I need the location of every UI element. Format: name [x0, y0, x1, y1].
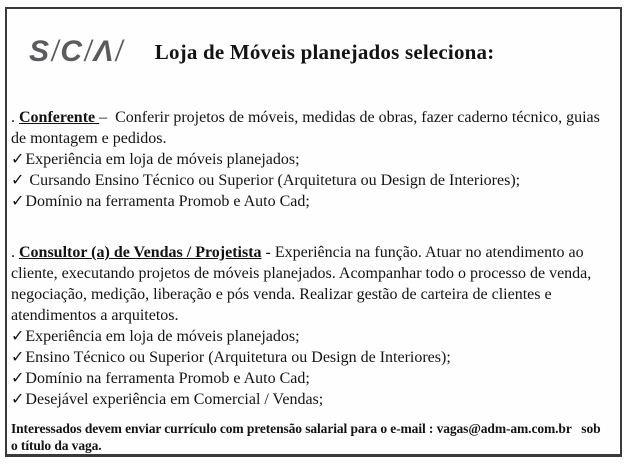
job-description: – Conferir projetos de móveis, medidas de obras, fazer caderno técnico, guias de montagem e pedidos.	[11, 109, 604, 147]
logo-slash-icon: /	[84, 35, 92, 68]
job-heading-prefix: .	[11, 109, 19, 126]
requirement-item	[11, 347, 608, 368]
job-section-conferente	[11, 107, 608, 212]
requirement-text: Experiência em loja de móveis planejados;	[25, 328, 300, 345]
requirement-item	[11, 191, 608, 212]
job-heading	[11, 107, 608, 149]
logo-letter-a: Λ	[93, 35, 114, 68]
document-body	[7, 107, 620, 454]
logo-slash-icon: /	[115, 35, 123, 68]
requirement-item	[11, 389, 608, 410]
checkmark-icon: ✓	[11, 193, 25, 210]
checkmark-icon: ✓	[11, 370, 25, 387]
sca-logo	[29, 35, 125, 69]
requirement-item	[11, 149, 608, 170]
requirement-item	[11, 326, 608, 347]
requirement-item	[11, 170, 608, 191]
job-heading	[11, 242, 608, 326]
checkmark-icon: ✓	[11, 172, 25, 189]
requirements-list	[11, 326, 608, 410]
job-posting-document	[5, 7, 622, 457]
requirements-list	[11, 149, 608, 212]
logo-slash-icon: /	[51, 35, 59, 68]
requirement-text: Domínio na ferramenta Promob e Auto Cad;	[25, 193, 310, 210]
requirement-text: Ensino Técnico ou Superior (Arquitetura ou Design de Interiores);	[25, 349, 451, 366]
page-title: Loja de Móveis planejados seleciona:	[154, 39, 495, 64]
requirement-text: Experiência em loja de móveis planejados;	[25, 151, 300, 168]
document-header	[7, 9, 620, 69]
logo-letter-s: S	[29, 35, 50, 68]
job-title-consultor: Consultor (a) de Vendas / Projetista	[19, 244, 262, 261]
job-section-consultor	[11, 242, 608, 410]
requirement-text: Cursando Ensino Técnico ou Superior (Arquitetura ou Design de Interiores);	[25, 172, 521, 189]
job-title-conferente: Conferente	[19, 109, 100, 126]
job-heading-prefix: .	[11, 244, 19, 261]
checkmark-icon: ✓	[11, 391, 25, 408]
requirement-text: Domínio na ferramenta Promob e Auto Cad;	[25, 370, 310, 387]
application-instructions: Interessados devem enviar currículo com pretensão salarial para o e-mail : vagas@adm-am.com.br sob o título da vaga.	[11, 421, 604, 453]
requirement-item	[11, 368, 608, 389]
requirement-text: Desejável experiência em Comercial / Vendas;	[25, 391, 324, 408]
logo-letter-c: C	[60, 35, 83, 68]
checkmark-icon: ✓	[11, 349, 25, 366]
job-description: - Experiência na função. Atuar no atendimento ao cliente, executando projetos de móveis planejados. Acompanhar todo o processo de venda, negociação, medição, liberação e pós venda. Realizar gestão de carteira de clientes e atendimentos a arquitetos.	[11, 244, 596, 324]
checkmark-icon: ✓	[11, 151, 25, 168]
checkmark-icon: ✓	[11, 328, 25, 345]
